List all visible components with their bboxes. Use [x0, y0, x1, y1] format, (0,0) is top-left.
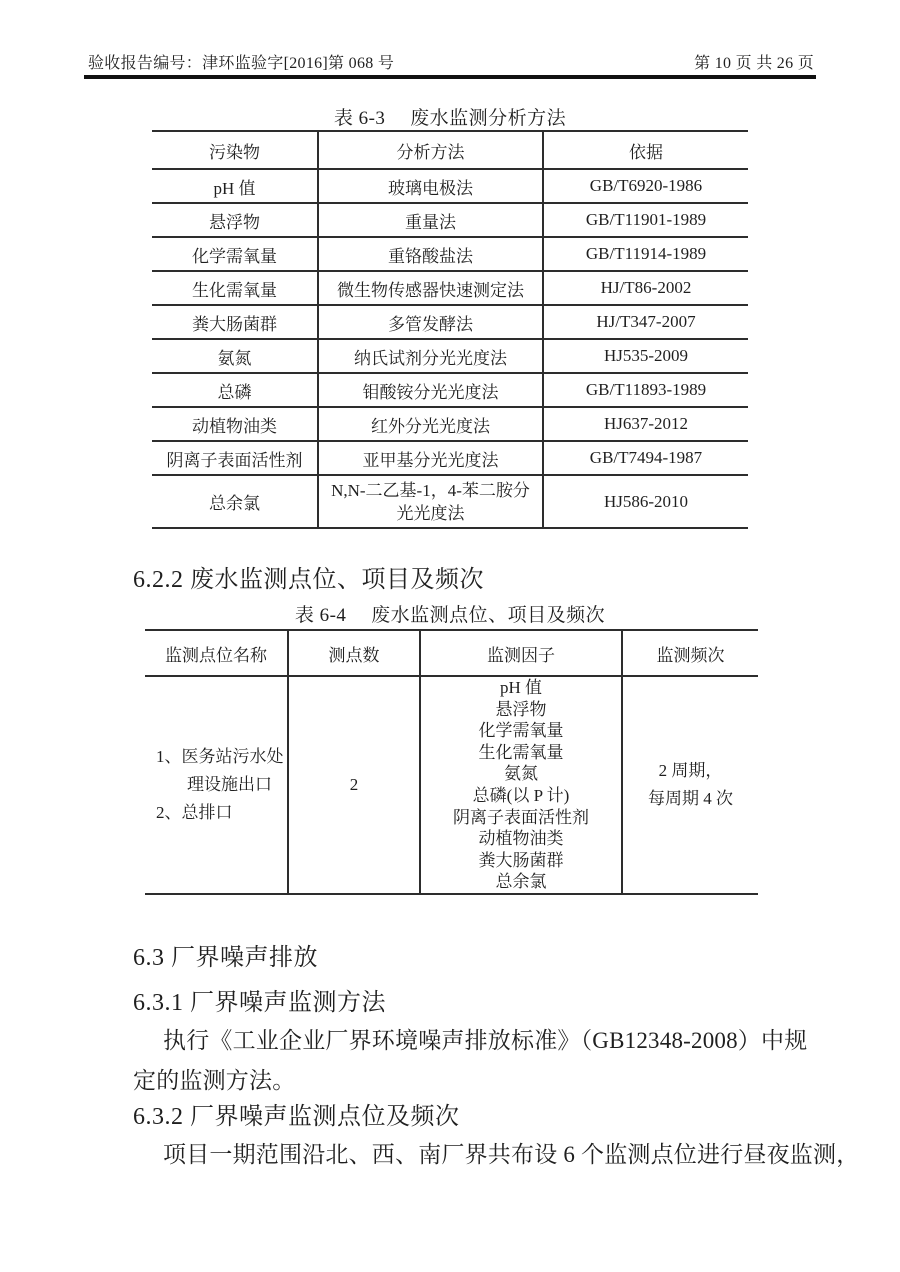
- report-number: 验收报告编号：津环监验字[2016]第 068 号: [88, 55, 395, 72]
- header-rule: [84, 75, 816, 79]
- factor-item: 化学需氧量: [478, 721, 564, 741]
- cell-method: 纳氏试剂分光光度法: [318, 339, 543, 373]
- factor-item: pH 值: [499, 678, 543, 697]
- cell-method: 红外分光光度法: [318, 407, 543, 441]
- table-row: [152, 441, 748, 475]
- cell-pollutant: 粪大肠菌群: [152, 305, 318, 339]
- cell-pollutant: 氨氮: [152, 339, 318, 373]
- frequency-line: 2 周期，: [658, 760, 723, 780]
- frequency-line: 每周期 4 次: [648, 788, 733, 808]
- cell-basis: HJ535-2009: [543, 339, 748, 373]
- column-header-method: 分析方法: [318, 131, 543, 169]
- section-heading-622: 6.2.2 废水监测点位、项目及频次: [133, 567, 484, 593]
- cell-frequency: [622, 676, 758, 894]
- factor-item: 悬浮物: [495, 699, 547, 719]
- table-row: [152, 305, 748, 339]
- paragraph-line: 执行《工业企业厂界环境噪声排放标准》（GB12348-2008）中规: [163, 1028, 808, 1053]
- cell-method: 重量法: [318, 203, 543, 237]
- cell-basis: GB/T11893-1989: [543, 373, 748, 407]
- table-row: [152, 203, 748, 237]
- table-row: [145, 676, 758, 894]
- column-header-site-name: 监测点位名称: [145, 630, 288, 676]
- cell-method: 亚甲基分光光度法: [318, 441, 543, 475]
- site-line: 1、医务站污水处: [156, 746, 284, 766]
- cell-factors: [420, 676, 622, 894]
- column-header-basis: 依据: [543, 131, 748, 169]
- column-header-factors: 监测因子: [420, 630, 622, 676]
- column-header-pollutant: 污染物: [152, 131, 318, 169]
- table-6-4-header-row: [145, 630, 758, 676]
- cell-basis: GB/T6920-1986: [543, 169, 748, 203]
- factor-item: 总余氯: [495, 872, 547, 892]
- cell-pollutant: 生化需氧量: [152, 271, 318, 305]
- site-line: 理设施出口: [187, 774, 272, 794]
- paragraph-line: 定的监测方法。: [133, 1068, 296, 1093]
- column-header-frequency: 监测频次: [622, 630, 758, 676]
- table-6-4-caption: 表 6-4 废水监测点位、项目及频次: [294, 605, 606, 626]
- table-row: [152, 271, 748, 305]
- cell-point-count: 2: [288, 676, 420, 894]
- cell-method: 多管发酵法: [318, 305, 543, 339]
- factor-item: 阴离子表面活性剂: [453, 807, 589, 827]
- cell-basis: HJ/T86-2002: [543, 271, 748, 305]
- cell-basis: GB/T11914-1989: [543, 237, 748, 271]
- cell-method: 微生物传感器快速测定法: [318, 271, 543, 305]
- cell-method: N,N-二乙基-1，4-苯二胺分光光度法: [318, 475, 543, 528]
- table-6-3: [152, 130, 748, 529]
- cell-pollutant: pH 值: [152, 169, 318, 203]
- table-6-4: [145, 629, 758, 895]
- table-row: [152, 169, 748, 203]
- factor-item: 粪大肠菌群: [478, 850, 564, 870]
- cell-pollutant: 阴离子表面活性剂: [152, 441, 318, 475]
- factor-item: 氨氮: [504, 764, 538, 784]
- table-row: [152, 475, 748, 528]
- section-heading-631: 6.3.1 厂界噪声监测方法: [133, 990, 386, 1016]
- cell-basis: HJ637-2012: [543, 407, 748, 441]
- section-heading-63: 6.3 厂界噪声排放: [133, 945, 318, 971]
- cell-basis: GB/T11901-1989: [543, 203, 748, 237]
- table-row: [152, 237, 748, 271]
- page-number: 第 10 页 共 26 页: [694, 55, 814, 72]
- cell-basis: HJ586-2010: [543, 475, 748, 528]
- table-row: [152, 339, 748, 373]
- cell-pollutant: 总磷: [152, 373, 318, 407]
- cell-method: 玻璃电极法: [318, 169, 543, 203]
- cell-method: 钼酸铵分光光度法: [318, 373, 543, 407]
- cell-method: 重铬酸盐法: [318, 237, 543, 271]
- site-line: 2、总排口: [156, 802, 233, 822]
- cell-pollutant: 化学需氧量: [152, 237, 318, 271]
- cell-pollutant: 悬浮物: [152, 203, 318, 237]
- section-heading-632: 6.3.2 厂界噪声监测点位及频次: [133, 1104, 460, 1130]
- factor-item: 总磷(以 P 计): [472, 785, 570, 805]
- table-6-3-header-row: [152, 131, 748, 169]
- table-row: [152, 373, 748, 407]
- cell-basis: GB/T7494-1987: [543, 441, 748, 475]
- cell-pollutant: 动植物油类: [152, 407, 318, 441]
- factor-item: 生化需氧量: [478, 742, 564, 762]
- paragraph-line: 项目一期范围沿北、西、南厂界共布设 6 个监测点位进行昼夜监测，: [163, 1142, 860, 1167]
- table-row: [152, 407, 748, 441]
- column-header-point-count: 测点数: [288, 630, 420, 676]
- table-6-3-caption: 表 6-3 废水监测分析方法: [333, 108, 567, 129]
- factor-item: 动植物油类: [478, 829, 564, 849]
- cell-pollutant: 总余氯: [152, 475, 318, 528]
- cell-site-name: [145, 676, 288, 894]
- cell-basis: HJ/T347-2007: [543, 305, 748, 339]
